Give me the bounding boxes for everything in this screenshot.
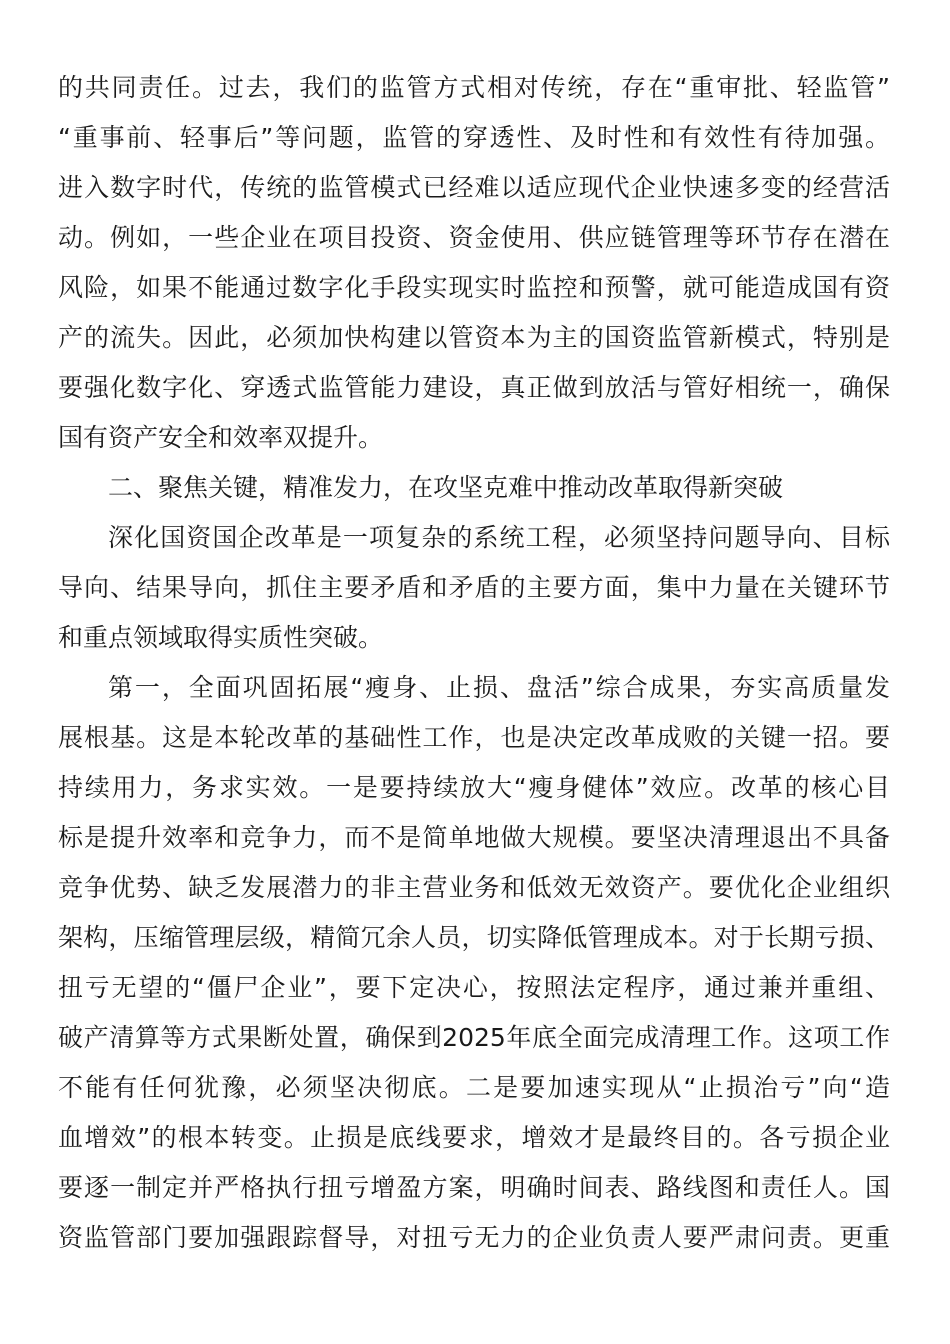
body-text-line: 持续用力，务求实效。一是要持续放大“瘦身健体”效应。改革的核心目: [58, 773, 890, 802]
body-text-line: 标是提升效率和竞争力，而不是简单地做大规模。要坚决清理退出不具备: [58, 823, 890, 852]
body-text-line: 的共同责任。过去，我们的监管方式相对传统，存在“重审批、轻监管”: [58, 73, 890, 102]
body-text-line: 血增效”的根本转变。止损是底线要求，增效才是最终目的。各亏损企业: [58, 1123, 890, 1152]
body-text-line: 动。例如，一些企业在项目投资、资金使用、供应链管理等环节存在潜在: [58, 223, 890, 252]
body-text-line: 产的流失。因此，必须加快构建以管资本为主的国资监管新模式，特别是: [58, 323, 890, 352]
body-text-line: 导向、结果导向，抓住主要矛盾和矛盾的主要方面，集中力量在关键环节: [58, 573, 890, 602]
section-heading: 二、聚焦关键，精准发力，在攻坚克难中推动改革取得新突破: [108, 473, 784, 502]
body-text-line: 深化国资国企改革是一项复杂的系统工程，必须坚持问题导向、目标: [108, 523, 890, 552]
body-text-line: 国有资产安全和效率双提升。: [58, 423, 384, 452]
body-text-line: 展根基。这是本轮改革的基础性工作，也是决定改革成败的关键一招。要: [58, 723, 890, 752]
body-text-line: 进入数字时代，传统的监管模式已经难以适应现代企业快速多变的经营活: [58, 173, 890, 202]
body-text-line: “重事前、轻事后”等问题，监管的穿透性、及时性和有效性有待加强。: [58, 123, 890, 152]
body-text-line: 风险，如果不能通过数字化手段实现实时监控和预警，就可能造成国有资: [58, 273, 890, 302]
body-text-line: 架构，压缩管理层级，精简冗余人员，切实降低管理成本。对于长期亏损、: [58, 923, 890, 952]
body-text-line: 第一，全面巩固拓展“瘦身、止损、盘活”综合成果，夯实高质量发: [108, 673, 890, 702]
body-text-line: 破产清算等方式果断处置，确保到2025年底全面完成清理工作。这项工作: [58, 1023, 890, 1052]
body-text-line: 竞争优势、缺乏发展潜力的非主营业务和低效无效资产。要优化企业组织: [58, 873, 890, 902]
body-text-line: 不能有任何犹豫，必须坚决彻底。二是要加速实现从“止损治亏”向“造: [58, 1073, 890, 1102]
body-text-line: 要强化数字化、穿透式监管能力建设，真正做到放活与管好相统一，确保: [58, 373, 890, 402]
body-text-line: 要逐一制定并严格执行扭亏增盈方案，明确时间表、路线图和责任人。国: [58, 1173, 890, 1202]
body-text-line: 扭亏无望的“僵尸企业”，要下定决心，按照法定程序，通过兼并重组、: [58, 973, 890, 1002]
body-text-line: 资监管部门要加强跟踪督导，对扭亏无力的企业负责人要严肃问责。更重: [58, 1223, 890, 1252]
body-text-line: 和重点领域取得实质性突破。: [58, 623, 384, 652]
